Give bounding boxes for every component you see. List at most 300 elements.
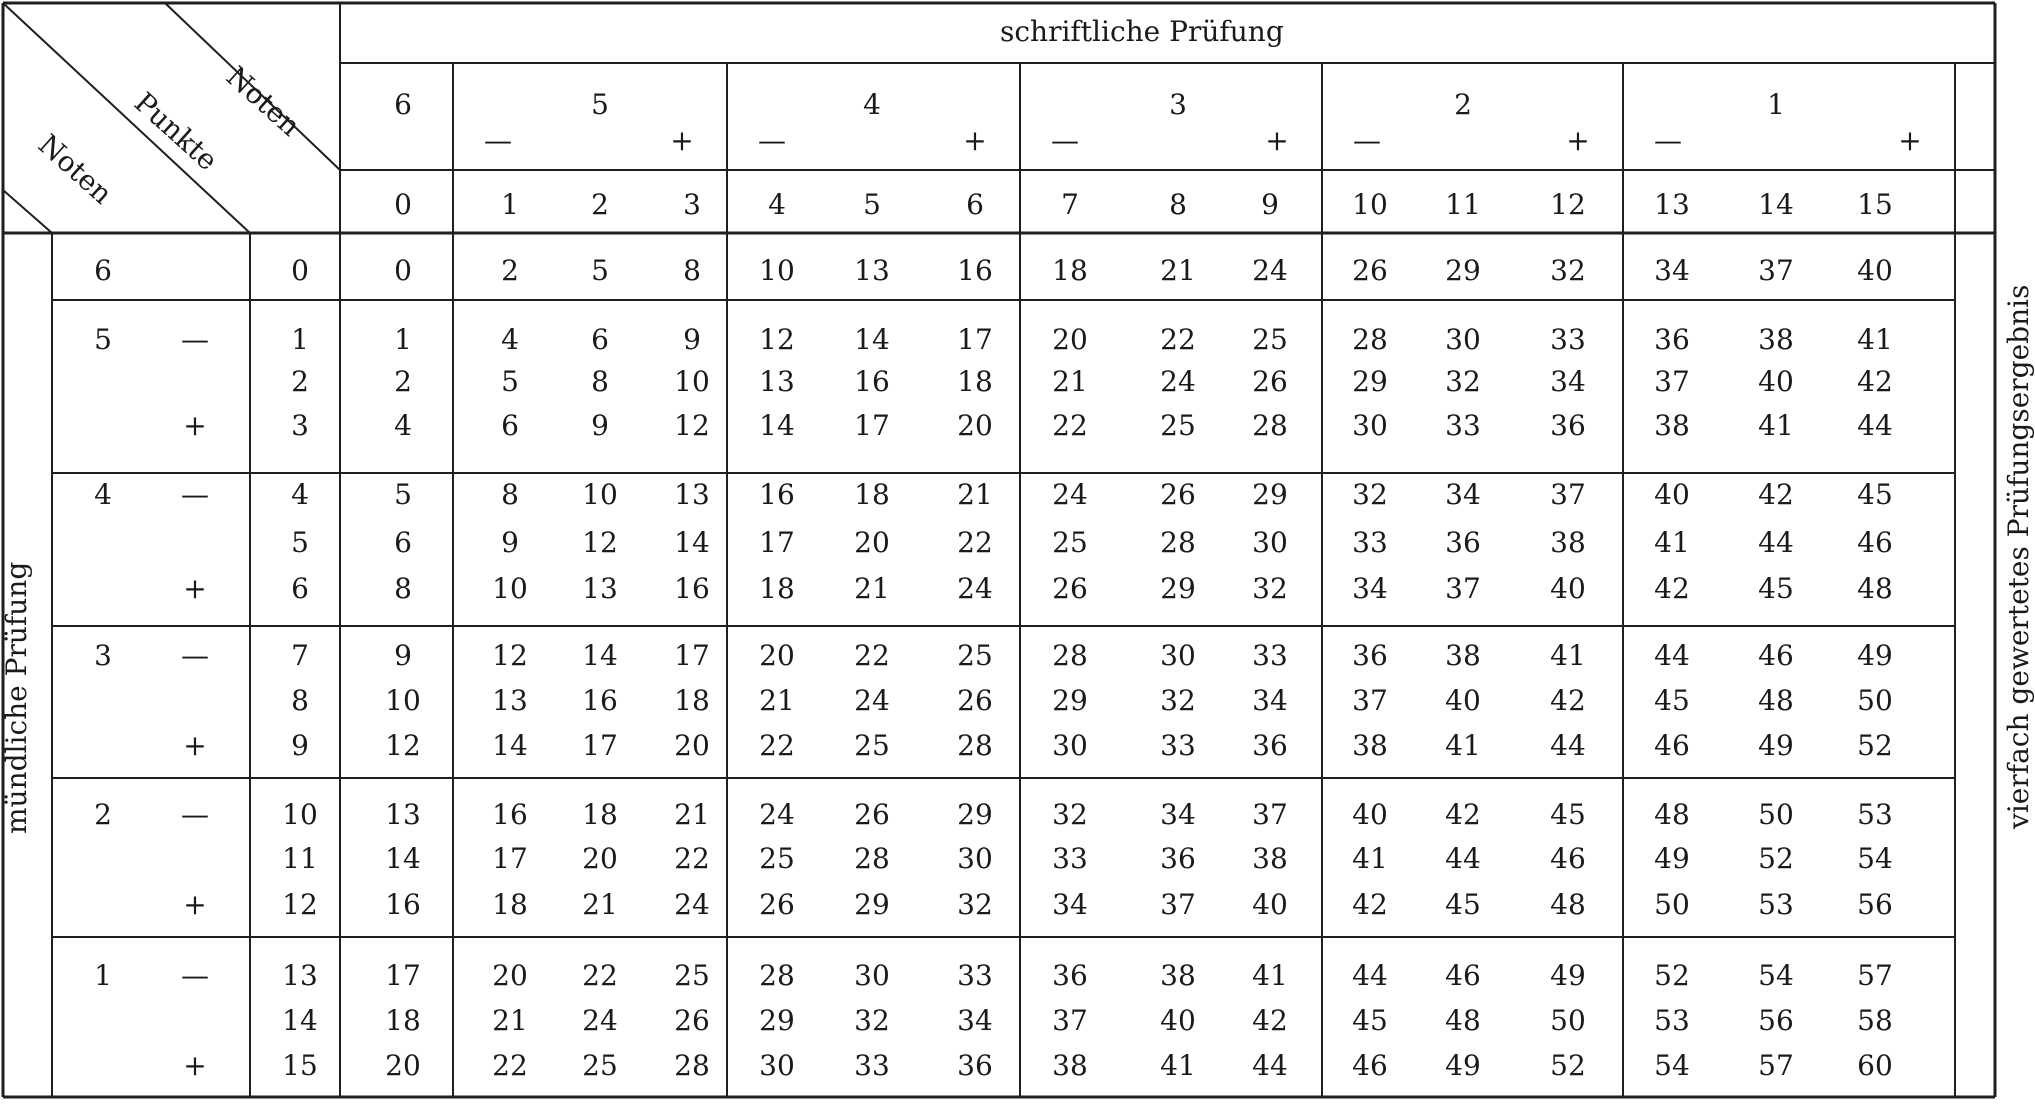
table-cell: 21: [957, 478, 993, 511]
table-cell: 14: [674, 526, 710, 559]
table-cell: 40: [1654, 478, 1690, 511]
table-cell: 30: [957, 842, 993, 875]
table-cell: 54: [1857, 842, 1893, 875]
table-cell: 33: [1052, 842, 1088, 875]
table-cell: 20: [582, 842, 618, 875]
table-cell: 36: [957, 1049, 993, 1082]
table-cell: 18: [385, 1004, 421, 1037]
table-cell: 17: [674, 639, 710, 672]
table-cell: 18: [957, 365, 993, 398]
table-cell: 50: [1758, 798, 1794, 831]
table-cell: 1: [394, 323, 412, 356]
table-cell: 53: [1654, 1004, 1690, 1037]
table-cell: 21: [1052, 365, 1088, 398]
table-cell: 32: [1550, 254, 1586, 287]
table-cell: 12: [385, 729, 421, 762]
table-cell: 13: [492, 684, 528, 717]
table-cell: 20: [674, 729, 710, 762]
table-cell: 30: [1445, 323, 1481, 356]
table-cell: 28: [1352, 323, 1388, 356]
written-plus-sign: +: [1566, 124, 1590, 157]
oral-points-label: 1: [291, 323, 309, 356]
oral-grade-label: 5: [94, 323, 112, 356]
table-cell: 26: [674, 1004, 710, 1037]
table-cell: 46: [1857, 526, 1893, 559]
oral-points-label: 13: [282, 959, 318, 992]
oral-points-label: 9: [291, 729, 309, 762]
written-grade-header: 3: [1169, 88, 1187, 121]
table-cell: 56: [1758, 1004, 1794, 1037]
table-cell: 16: [582, 684, 618, 717]
table-cell: 9: [683, 323, 701, 356]
table-cell: 34: [1252, 684, 1288, 717]
corner-points-label: Punkte: [127, 85, 225, 178]
table-cell: 41: [1160, 1049, 1196, 1082]
table-cell: 24: [957, 572, 993, 605]
table-cell: 48: [1654, 798, 1690, 831]
table-cell: 10: [759, 254, 795, 287]
written-points-header: 13: [1654, 188, 1690, 221]
table-cell: 17: [759, 526, 795, 559]
table-cell: 32: [854, 1004, 890, 1037]
table-cell: 40: [1857, 254, 1893, 287]
table-cell: 13: [854, 254, 890, 287]
table-cell: 49: [1758, 729, 1794, 762]
table-cell: 33: [1445, 409, 1481, 442]
written-grade-header: 5: [591, 88, 609, 121]
table-cell: 50: [1550, 1004, 1586, 1037]
table-cell: 37: [1052, 1004, 1088, 1037]
table-cell: 42: [1252, 1004, 1288, 1037]
table-cell: 45: [1654, 684, 1690, 717]
table-cell: 44: [1758, 526, 1794, 559]
table-cell: 53: [1758, 888, 1794, 921]
written-points-header: 15: [1857, 188, 1893, 221]
table-cell: 30: [1352, 409, 1388, 442]
table-cell: 14: [385, 842, 421, 875]
table-cell: 14: [854, 323, 890, 356]
table-cell: 46: [1550, 842, 1586, 875]
written-points-header: 10: [1352, 188, 1388, 221]
table-cell: 44: [1550, 729, 1586, 762]
table-cell: 41: [1654, 526, 1690, 559]
table-cell: 42: [1654, 572, 1690, 605]
table-cell: 33: [1550, 323, 1586, 356]
oral-sign-label: +: [183, 572, 207, 605]
written-points-header: 1: [501, 188, 519, 221]
oral-points-label: 4: [291, 478, 309, 511]
table-cell: 32: [957, 888, 993, 921]
table-cell: 48: [1857, 572, 1893, 605]
table-cell: 38: [1758, 323, 1794, 356]
table-cell: 29: [1160, 572, 1196, 605]
table-cell: 5: [501, 365, 519, 398]
table-cell: 20: [854, 526, 890, 559]
table-cell: 42: [1857, 365, 1893, 398]
written-points-header: 3: [683, 188, 701, 221]
table-cell: 13: [385, 798, 421, 831]
table-cell: 46: [1352, 1049, 1388, 1082]
table-cell: 40: [1352, 798, 1388, 831]
table-cell: 50: [1654, 888, 1690, 921]
written-points-header: 8: [1169, 188, 1187, 221]
oral-sign-label: —: [181, 639, 209, 672]
oral-points-label: 12: [282, 888, 318, 921]
oral-points-label: 11: [282, 842, 318, 875]
table-cell: 14: [492, 729, 528, 762]
table-cell: 36: [1252, 729, 1288, 762]
table-cell: 30: [854, 959, 890, 992]
table-cell: 45: [1550, 798, 1586, 831]
table-cell: 25: [1252, 323, 1288, 356]
table-cell: 25: [582, 1049, 618, 1082]
written-minus-sign: —: [1353, 124, 1381, 157]
table-cell: 29: [1352, 365, 1388, 398]
table-cell: 46: [1758, 639, 1794, 672]
table-cell: 33: [1160, 729, 1196, 762]
written-minus-sign: —: [758, 124, 786, 157]
table-cell: 32: [1445, 365, 1481, 398]
table-cell: 40: [1758, 365, 1794, 398]
table-cell: 20: [1052, 323, 1088, 356]
oral-points-label: 2: [291, 365, 309, 398]
table-cell: 24: [854, 684, 890, 717]
table-cell: 37: [1160, 888, 1196, 921]
table-cell: 60: [1857, 1049, 1893, 1082]
table-cell: 16: [385, 888, 421, 921]
table-cell: 38: [1252, 842, 1288, 875]
table-cell: 18: [582, 798, 618, 831]
table-cell: 30: [1160, 639, 1196, 672]
table-cell: 52: [1758, 842, 1794, 875]
table-cell: 33: [957, 959, 993, 992]
table-cell: 16: [674, 572, 710, 605]
table-cell: 9: [394, 639, 412, 672]
table-cell: 40: [1445, 684, 1481, 717]
table-cell: 29: [1445, 254, 1481, 287]
table-cell: 16: [854, 365, 890, 398]
table-cell: 21: [759, 684, 795, 717]
result-title: vierfach gewertetes Prüfungsergebnis: [2002, 284, 2035, 829]
written-points-header: 0: [394, 188, 412, 221]
table-cell: 18: [492, 888, 528, 921]
table-cell: 20: [492, 959, 528, 992]
table-cell: 28: [1052, 639, 1088, 672]
oral-points-label: 7: [291, 639, 309, 672]
table-cell: 33: [1352, 526, 1388, 559]
oral-points-label: 0: [291, 254, 309, 287]
written-points-header: 12: [1550, 188, 1586, 221]
table-cell: 28: [1252, 409, 1288, 442]
table-cell: 32: [1252, 572, 1288, 605]
table-cell: 33: [854, 1049, 890, 1082]
table-cell: 45: [1352, 1004, 1388, 1037]
table-cell: 25: [674, 959, 710, 992]
table-cell: 12: [582, 526, 618, 559]
oral-exam-title: mündliche Prüfung: [0, 561, 33, 834]
table-cell: 17: [957, 323, 993, 356]
table-cell: 6: [501, 409, 519, 442]
table-cell: 24: [1252, 254, 1288, 287]
written-points-header: 14: [1758, 188, 1794, 221]
table-cell: 42: [1758, 478, 1794, 511]
table-cell: 20: [957, 409, 993, 442]
table-cell: 37: [1654, 365, 1690, 398]
table-cell: 22: [492, 1049, 528, 1082]
table-cell: 44: [1252, 1049, 1288, 1082]
table-cell: 28: [854, 842, 890, 875]
table-cell: 49: [1857, 639, 1893, 672]
table-cell: 28: [759, 959, 795, 992]
table-cell: 38: [1550, 526, 1586, 559]
table-cell: 41: [1758, 409, 1794, 442]
table-cell: 34: [1550, 365, 1586, 398]
table-cell: 0: [394, 254, 412, 287]
table-cell: 6: [591, 323, 609, 356]
table-cell: 33: [1252, 639, 1288, 672]
table-cell: 52: [1857, 729, 1893, 762]
table-cell: 16: [492, 798, 528, 831]
written-minus-sign: —: [1051, 124, 1079, 157]
table-cell: 12: [492, 639, 528, 672]
table-cell: 21: [854, 572, 890, 605]
oral-sign-label: —: [181, 798, 209, 831]
table-cell: 34: [1445, 478, 1481, 511]
oral-points-label: 14: [282, 1004, 318, 1037]
table-cell: 5: [394, 478, 412, 511]
table-cell: 37: [1252, 798, 1288, 831]
table-cell: 17: [582, 729, 618, 762]
table-cell: 36: [1445, 526, 1481, 559]
written-minus-sign: —: [1654, 124, 1682, 157]
table-cell: 26: [1252, 365, 1288, 398]
corner-diagonal-stub: [3, 190, 52, 233]
table-cell: 17: [854, 409, 890, 442]
table-cell: 10: [492, 572, 528, 605]
table-cell: 21: [492, 1004, 528, 1037]
table-cell: 4: [394, 409, 412, 442]
table-cell: 36: [1052, 959, 1088, 992]
table-cell: 8: [501, 478, 519, 511]
table-cell: 22: [957, 526, 993, 559]
table-cell: 30: [1252, 526, 1288, 559]
table-cell: 44: [1445, 842, 1481, 875]
table-cell: 45: [1445, 888, 1481, 921]
table-cell: 8: [591, 365, 609, 398]
table-cell: 6: [394, 526, 412, 559]
oral-sign-label: +: [183, 1049, 207, 1082]
table-cell: 26: [1052, 572, 1088, 605]
oral-points-label: 6: [291, 572, 309, 605]
oral-sign-label: +: [183, 409, 207, 442]
table-cell: 38: [1654, 409, 1690, 442]
table-cell: 41: [1252, 959, 1288, 992]
table-cell: 8: [683, 254, 701, 287]
table-cell: 32: [1160, 684, 1196, 717]
table-cell: 22: [582, 959, 618, 992]
table-cell: 20: [385, 1049, 421, 1082]
table-cell: 13: [582, 572, 618, 605]
table-cell: 48: [1550, 888, 1586, 921]
table-cell: 12: [759, 323, 795, 356]
table-cell: 26: [1160, 478, 1196, 511]
table-cell: 37: [1352, 684, 1388, 717]
written-points-header: 2: [591, 188, 609, 221]
table-cell: 18: [674, 684, 710, 717]
table-cell: 40: [1252, 888, 1288, 921]
table-cell: 40: [1550, 572, 1586, 605]
table-cell: 22: [759, 729, 795, 762]
table-cell: 50: [1857, 684, 1893, 717]
table-cell: 44: [1654, 639, 1690, 672]
oral-grade-label: 2: [94, 798, 112, 831]
table-cell: 45: [1758, 572, 1794, 605]
oral-sign-label: —: [181, 959, 209, 992]
table-cell: 22: [674, 842, 710, 875]
table-cell: 10: [674, 365, 710, 398]
table-cell: 38: [1160, 959, 1196, 992]
table-cell: 34: [1052, 888, 1088, 921]
table-cell: 24: [1052, 478, 1088, 511]
written-points-header: 9: [1261, 188, 1279, 221]
table-cell: 16: [957, 254, 993, 287]
table-cell: 17: [492, 842, 528, 875]
corner-oral-grade-label: Noten: [31, 127, 119, 211]
table-cell: 10: [385, 684, 421, 717]
table-cell: 30: [759, 1049, 795, 1082]
table-cell: 25: [854, 729, 890, 762]
table-cell: 36: [1160, 842, 1196, 875]
table-cell: 41: [1352, 842, 1388, 875]
table-cell: 36: [1654, 323, 1690, 356]
table-cell: 20: [759, 639, 795, 672]
table-cell: 13: [674, 478, 710, 511]
table-cell: 16: [759, 478, 795, 511]
table-cell: 52: [1550, 1049, 1586, 1082]
table-cell: 29: [1052, 684, 1088, 717]
corner-diagonal-left: [3, 3, 250, 233]
table-cell: 37: [1758, 254, 1794, 287]
table-cell: 42: [1352, 888, 1388, 921]
written-grade-header: 6: [394, 88, 412, 121]
table-cell: 32: [1352, 478, 1388, 511]
table-cell: 41: [1550, 639, 1586, 672]
table-cell: 40: [1160, 1004, 1196, 1037]
table-cell: 57: [1857, 959, 1893, 992]
oral-grade-label: 6: [94, 254, 112, 287]
table-cell: 22: [1052, 409, 1088, 442]
oral-grade-label: 1: [94, 959, 112, 992]
table-cell: 29: [759, 1004, 795, 1037]
oral-points-label: 15: [282, 1049, 318, 1082]
written-points-header: 11: [1445, 188, 1481, 221]
table-cell: 28: [1160, 526, 1196, 559]
table-cell: 25: [1160, 409, 1196, 442]
written-grade-header: 1: [1767, 88, 1785, 121]
written-plus-sign: +: [1898, 124, 1922, 157]
table-cell: 41: [1857, 323, 1893, 356]
table-cell: 12: [674, 409, 710, 442]
table-cell: 29: [854, 888, 890, 921]
table-cell: 54: [1758, 959, 1794, 992]
oral-sign-label: +: [183, 729, 207, 762]
table-cell: 24: [582, 1004, 618, 1037]
oral-points-label: 8: [291, 684, 309, 717]
table-cell: 13: [759, 365, 795, 398]
table-cell: 24: [759, 798, 795, 831]
written-grade-header: 2: [1454, 88, 1472, 121]
oral-points-label: 5: [291, 526, 309, 559]
table-cell: 24: [674, 888, 710, 921]
written-exam-title: schriftliche Prüfung: [1000, 15, 1284, 48]
oral-points-label: 3: [291, 409, 309, 442]
table-cell: 25: [759, 842, 795, 875]
table-cell: 21: [582, 888, 618, 921]
table-cell: 25: [1052, 526, 1088, 559]
written-minus-sign: —: [484, 124, 512, 157]
written-plus-sign: +: [963, 124, 987, 157]
table-cell: 48: [1758, 684, 1794, 717]
table-cell: 37: [1550, 478, 1586, 511]
table-cell: 18: [854, 478, 890, 511]
oral-points-label: 10: [282, 798, 318, 831]
oral-sign-label: —: [181, 323, 209, 356]
table-cell: 26: [854, 798, 890, 831]
table-cell: 10: [582, 478, 618, 511]
table-cell: 21: [1160, 254, 1196, 287]
table-cell: 9: [501, 526, 519, 559]
table-cell: 42: [1445, 798, 1481, 831]
table-cell: 48: [1445, 1004, 1481, 1037]
table-cell: 38: [1445, 639, 1481, 672]
corner-written-grade-label: Noten: [219, 59, 307, 143]
table-cell: 34: [1352, 572, 1388, 605]
table-cell: 42: [1550, 684, 1586, 717]
table-cell: 2: [394, 365, 412, 398]
table-cell: 14: [759, 409, 795, 442]
written-plus-sign: +: [670, 124, 694, 157]
table-cell: 58: [1857, 1004, 1893, 1037]
table-cell: 14: [582, 639, 618, 672]
table-cell: 38: [1352, 729, 1388, 762]
table-cell: 37: [1445, 572, 1481, 605]
table-cell: 44: [1352, 959, 1388, 992]
table-cell: 53: [1857, 798, 1893, 831]
table-cell: 49: [1654, 842, 1690, 875]
table-cell: 22: [1160, 323, 1196, 356]
written-points-header: 6: [966, 188, 984, 221]
table-cell: 29: [1252, 478, 1288, 511]
written-points-header: 4: [768, 188, 786, 221]
table-cell: 49: [1550, 959, 1586, 992]
table-cell: 28: [957, 729, 993, 762]
table-cell: 56: [1857, 888, 1893, 921]
oral-sign-label: +: [183, 888, 207, 921]
table-cell: 26: [759, 888, 795, 921]
written-plus-sign: +: [1265, 124, 1289, 157]
table-cell: 41: [1445, 729, 1481, 762]
table-cell: 46: [1654, 729, 1690, 762]
table-cell: 34: [1654, 254, 1690, 287]
oral-grade-label: 4: [94, 478, 112, 511]
table-cell: 29: [957, 798, 993, 831]
table-cell: 57: [1758, 1049, 1794, 1082]
table-cell: 46: [1445, 959, 1481, 992]
table-cell: 24: [1160, 365, 1196, 398]
table-cell: 21: [674, 798, 710, 831]
table-cell: 36: [1550, 409, 1586, 442]
table-cell: 44: [1857, 409, 1893, 442]
